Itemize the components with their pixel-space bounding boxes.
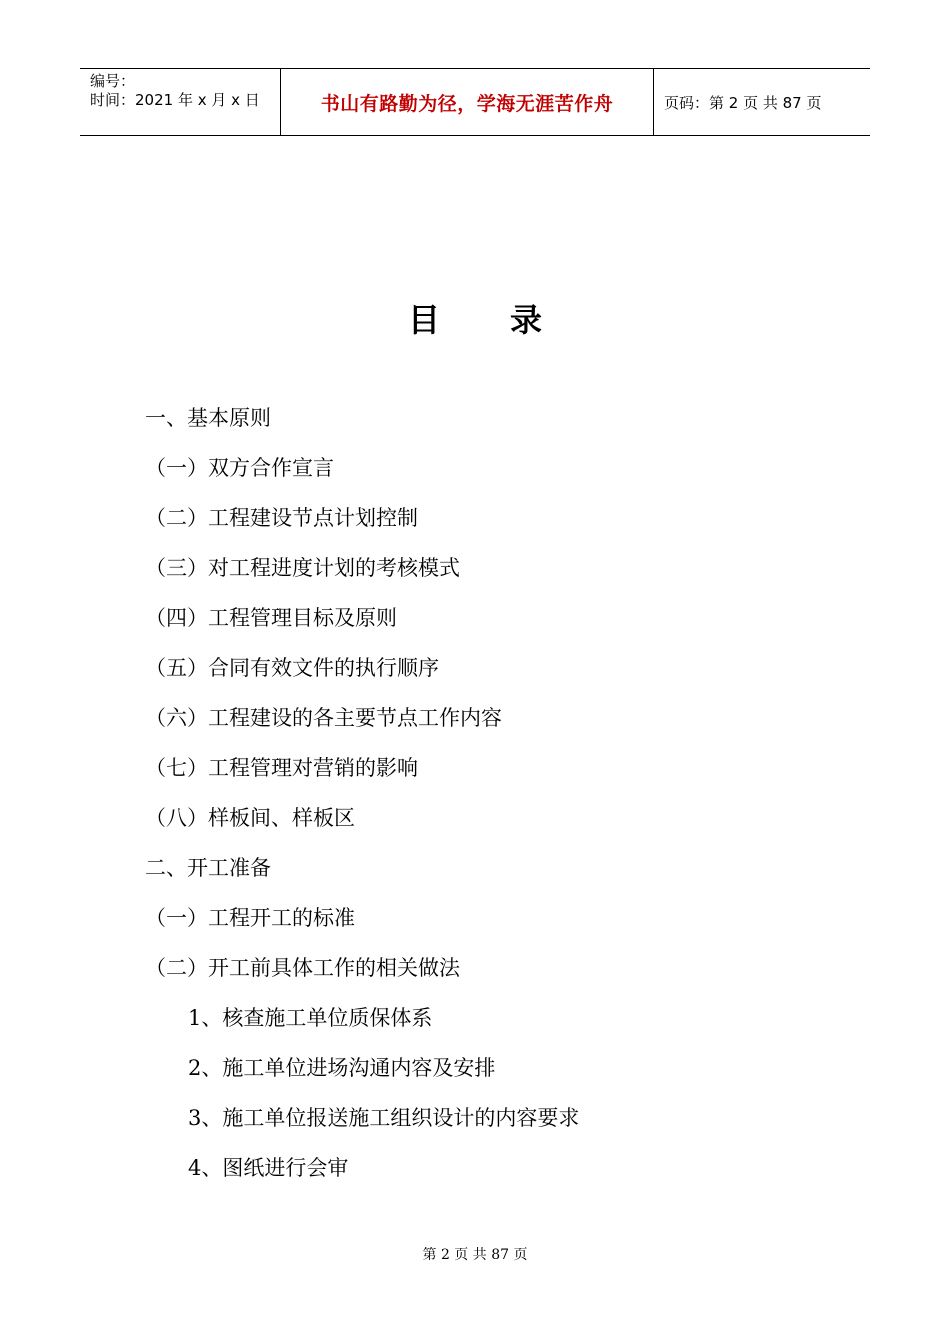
toc-item: （六）工程建设的各主要节点工作内容 — [145, 706, 502, 730]
header-motto: 书山有路勤为径，学海无涯苦作舟 — [320, 92, 614, 115]
header-meta-cell — [80, 69, 280, 135]
toc-item: （八）样板间、样板区 — [145, 806, 355, 830]
toc-item: （一）工程开工的标准 — [145, 906, 355, 930]
toc-subitem: 1、核查施工单位质保体系 — [188, 1006, 433, 1030]
page-title-char-2: 录 — [510, 301, 543, 339]
toc-item-section-1: 一、基本原则 — [145, 406, 271, 430]
toc-item: （四）工程管理目标及原则 — [145, 606, 397, 630]
toc-item: （三）对工程进度计划的考核模式 — [145, 556, 460, 580]
document-date-label: 时间：2021 年 x 月 x 日 — [90, 91, 260, 109]
header-page-info: 页码：第 2 页 共 87 页 — [664, 93, 822, 112]
toc-item: （一）双方合作宣言 — [145, 456, 334, 480]
toc-item: （二）开工前具体工作的相关做法 — [145, 956, 460, 980]
toc-subitem: 3、施工单位报送施工组织设计的内容要求 — [188, 1106, 580, 1130]
header-motto-cell — [280, 69, 654, 135]
toc-item: （七）工程管理对营销的影响 — [145, 756, 418, 780]
toc-subitem: 4、图纸进行会审 — [188, 1156, 349, 1180]
header-page-cell — [654, 69, 870, 135]
toc-item: （五）合同有效文件的执行顺序 — [145, 656, 439, 680]
document-header — [80, 68, 870, 136]
toc-item: （二）工程建设节点计划控制 — [145, 506, 418, 530]
page-footer: 第 2 页 共 87 页 — [422, 1247, 528, 1263]
page-title — [0, 298, 950, 342]
toc-item-section-2: 二、开工准备 — [145, 856, 271, 880]
document-number-label: 编号： — [90, 72, 136, 90]
toc-subitem: 2、施工单位进场沟通内容及安排 — [188, 1056, 496, 1080]
page-title-char-1: 目 — [407, 301, 440, 339]
